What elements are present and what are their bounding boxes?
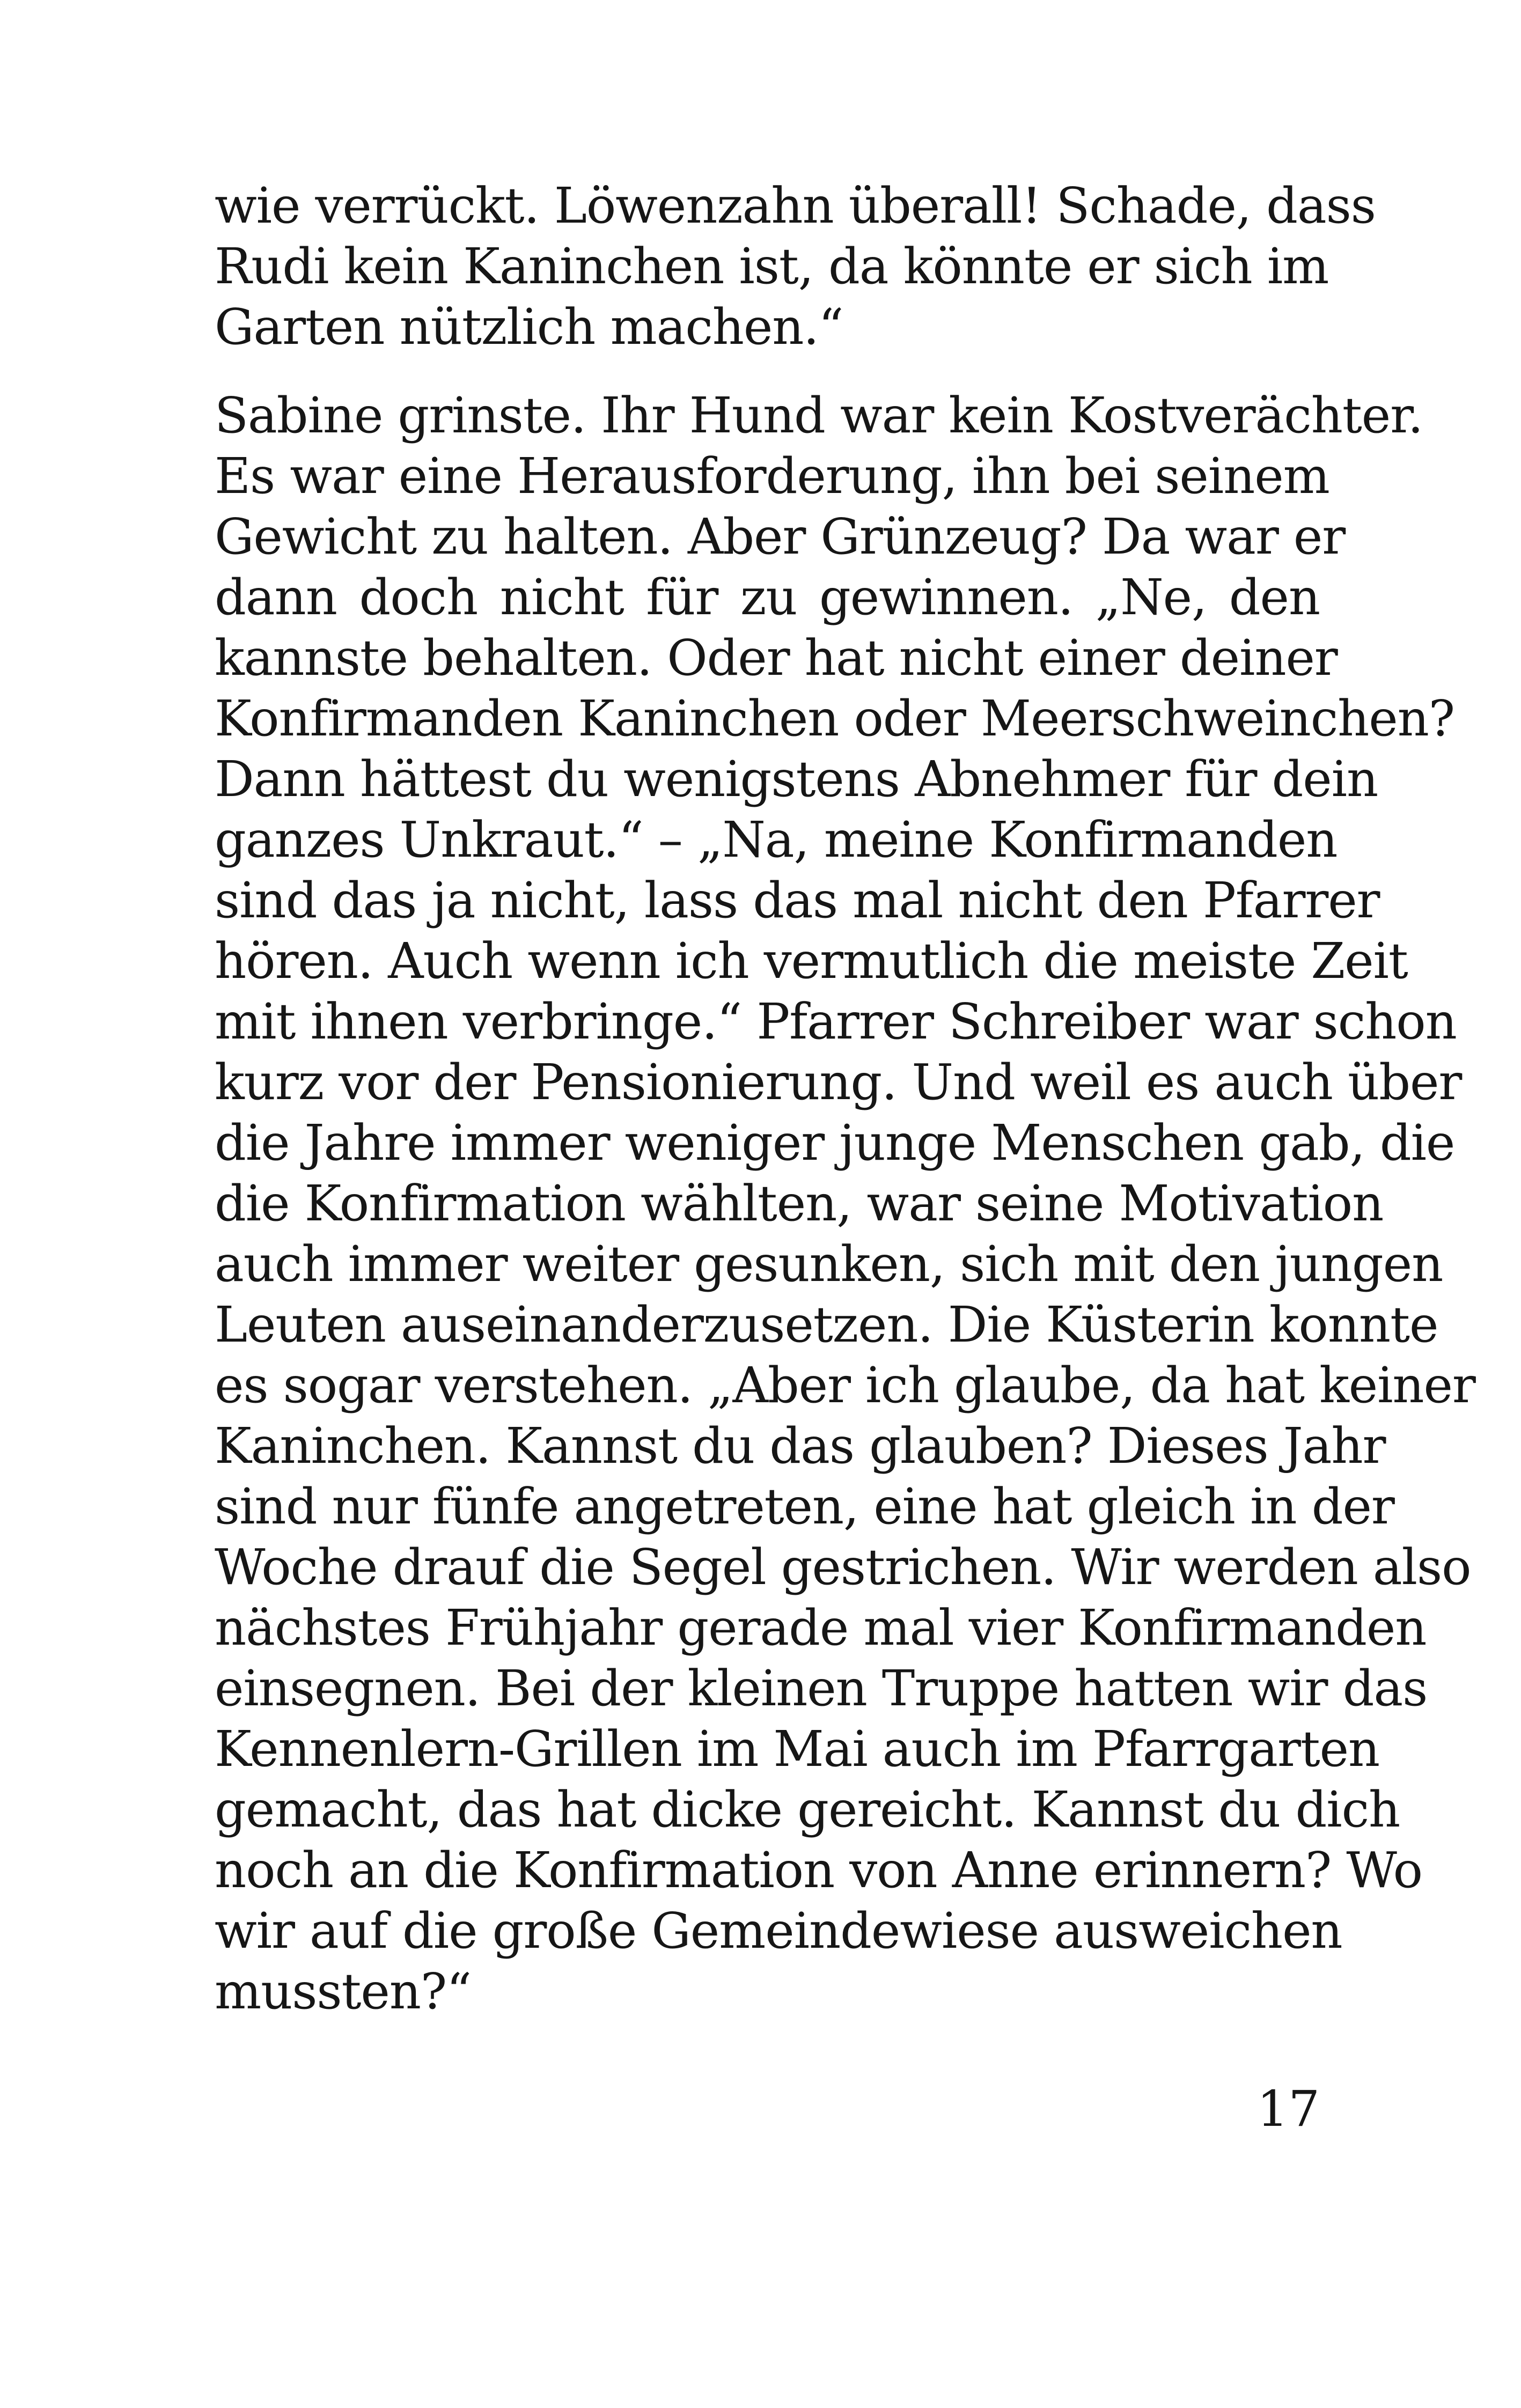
text-line: mit ihnen verbringe.“ Pfarrer Schreiber war schon xyxy=(215,993,1457,1050)
text-line: Gewicht zu halten. Aber Grünzeug? Da war er xyxy=(215,508,1346,565)
text-line: noch an die Konfirmation von Anne erinnern? Wo xyxy=(215,1842,1422,1899)
paragraph-1 xyxy=(215,175,1376,357)
text-line: einsegnen. Bei der kleinen Truppe hatten wir das xyxy=(215,1660,1428,1717)
text-line: Sabine grinste. Ihr Hund war kein Kostverächter. xyxy=(215,387,1423,444)
text-line: nächstes Frühjahr gerade mal vier Konfirmanden xyxy=(215,1599,1427,1656)
text-line: dann doch nicht für zu gewinnen. „Ne, den xyxy=(215,569,1320,626)
text-line: es sogar verstehen. „Aber ich glaube, da hat keiner xyxy=(215,1357,1475,1414)
paragraph-2 xyxy=(215,385,1475,2022)
text-line: Leuten auseinanderzusetzen. Die Küsterin konnte xyxy=(215,1296,1438,1353)
text-line: Kennenlern-Grillen im Mai auch im Pfarrgarten xyxy=(215,1720,1380,1778)
text-line: Woche drauf die Segel gestrichen. Wir werden also xyxy=(215,1538,1471,1596)
text-line: Dann hättest du wenigstens Abnehmer für dein xyxy=(215,750,1378,808)
text-line: wie verrückt. Löwenzahn überall! Schade, dass xyxy=(215,177,1376,234)
text-line: sind nur fünfe angetreten, eine hat gleich in der xyxy=(215,1478,1394,1535)
page-number: 17 xyxy=(1257,2080,1320,2138)
text-line: die Jahre immer weniger junge Menschen gab, die xyxy=(215,1114,1455,1172)
text-line: ganzes Unkraut.“ – „Na, meine Konfirmanden xyxy=(215,811,1338,868)
text-line: Kaninchen. Kannst du das glauben? Dieses Jahr xyxy=(215,1417,1386,1475)
text-line: wir auf die große Gemeindewiese ausweichen xyxy=(215,1902,1342,1960)
text-line: kannste behalten. Oder hat nicht einer deiner xyxy=(215,629,1338,687)
text-line: mussten?“ xyxy=(215,1963,472,2020)
text-line: kurz vor der Pensionierung. Und weil es auch über xyxy=(215,1054,1462,1111)
text-line: Rudi kein Kaninchen ist, da könnte er sich im xyxy=(215,238,1329,295)
text-line: gemacht, das hat dicke gereicht. Kannst du dich xyxy=(215,1781,1400,1838)
text-line: hören. Auch wenn ich vermutlich die meiste Zeit xyxy=(215,932,1408,990)
text-line: auch immer weiter gesunken, sich mit den jungen xyxy=(215,1235,1443,1293)
text-line: die Konfirmation wählten, war seine Motivation xyxy=(215,1175,1384,1232)
text-line: Konfirmanden Kaninchen oder Meerschweinchen? xyxy=(215,690,1455,747)
text-line: sind das ja nicht, lass das mal nicht den Pfarrer xyxy=(215,872,1380,929)
text-line: Es war eine Herausforderung, ihn bei seinem xyxy=(215,447,1329,505)
text-line: Garten nützlich machen.“ xyxy=(215,298,843,356)
